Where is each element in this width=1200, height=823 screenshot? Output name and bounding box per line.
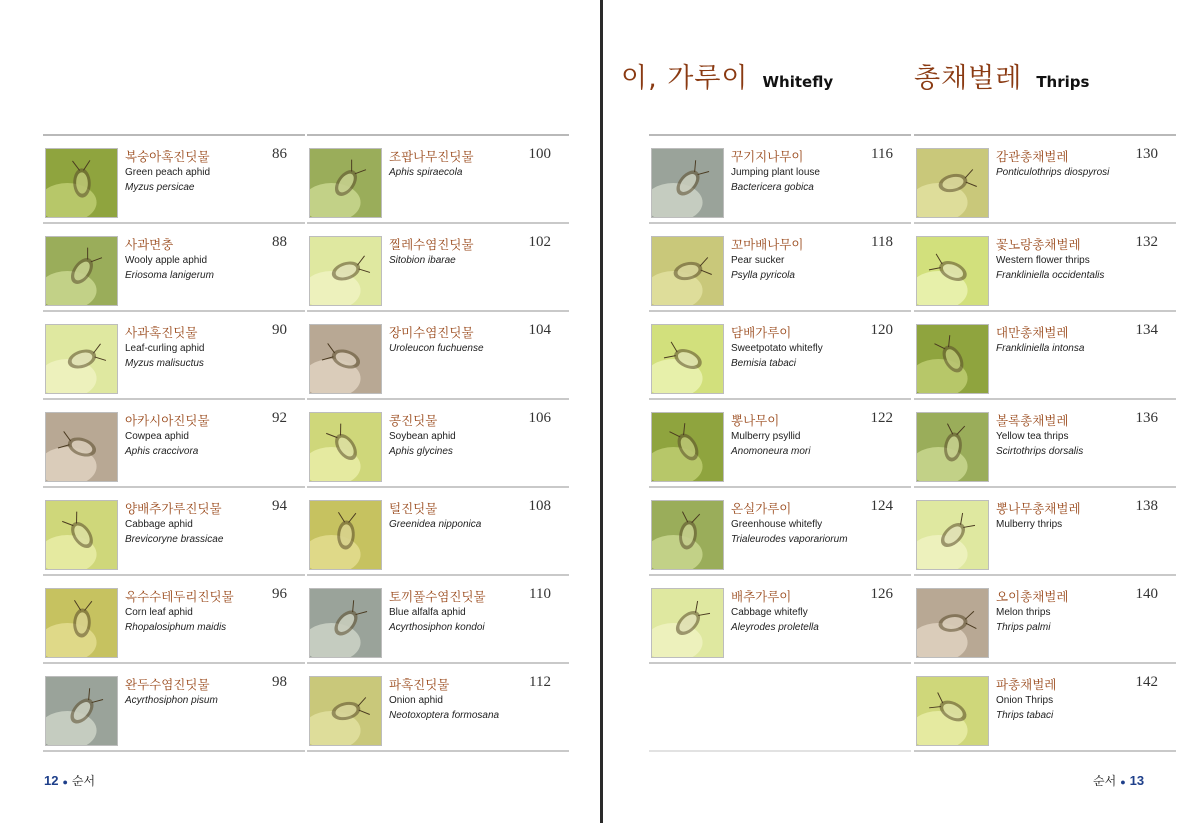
species-entry <box>914 576 1176 664</box>
english-name: Cabbage whitefly <box>731 607 808 618</box>
species-text <box>125 588 265 635</box>
korean-name: 장미수염진딧물 <box>389 325 474 340</box>
section-title-thrips <box>914 56 1089 95</box>
species-text <box>996 324 1136 356</box>
korean-name: 꾸기지나무이 <box>731 149 804 164</box>
scientific-name: Frankliniella intonsa <box>996 343 1085 354</box>
species-text <box>389 500 529 532</box>
korean-name: 복숭아혹진딧물 <box>125 149 210 164</box>
english-name: Greenhouse whitefly <box>731 519 823 530</box>
scientific-name: Thrips tabaci <box>996 710 1054 721</box>
scientific-name: Sitobion ibarae <box>389 255 456 266</box>
english-name: Yellow tea thrips <box>996 431 1069 442</box>
species-entry <box>43 488 305 576</box>
species-entry <box>649 488 911 576</box>
species-entry <box>307 136 569 224</box>
left-folio <box>44 772 95 789</box>
folio-label: 순서 <box>71 774 96 788</box>
page-ref[interactable]: 142 <box>1135 674 1158 690</box>
scientific-name: Myzus persicae <box>125 182 195 193</box>
english-name: Corn leaf aphid <box>125 607 193 618</box>
page-number: 12 <box>44 773 59 788</box>
page-ref[interactable]: 118 <box>871 234 893 250</box>
page-ref[interactable]: 134 <box>1135 322 1158 338</box>
english-name: Onion Thrips <box>996 695 1054 706</box>
right-page <box>603 0 1200 823</box>
species-entry <box>307 400 569 488</box>
species-text <box>125 500 265 547</box>
korean-name: 털진딧물 <box>389 501 438 516</box>
species-photo <box>45 236 118 306</box>
folio-label: 순서 <box>1093 774 1117 788</box>
scientific-name: Uroleucon fuchuense <box>389 343 484 354</box>
species-text <box>125 676 265 708</box>
scientific-name: Bactericera gobica <box>731 182 814 193</box>
scientific-name: Aphis glycines <box>389 446 453 457</box>
page-ref[interactable]: 140 <box>1135 586 1158 602</box>
english-name: Soybean aphid <box>389 431 456 442</box>
species-text <box>996 148 1136 180</box>
species-text <box>731 236 871 283</box>
species-entry <box>43 576 305 664</box>
page-ref[interactable]: 106 <box>528 410 551 426</box>
species-text <box>731 588 871 635</box>
species-entry <box>914 400 1176 488</box>
species-entry <box>649 136 911 224</box>
species-photo <box>309 236 382 306</box>
page-ref[interactable]: 98 <box>272 674 287 690</box>
scientific-name: Scirtothrips dorsalis <box>996 446 1084 457</box>
scientific-name: Thrips palmi <box>996 622 1051 633</box>
korean-name: 옥수수테두리진딧물 <box>125 589 234 604</box>
species-photo <box>916 500 989 570</box>
species-entry <box>43 224 305 312</box>
species-entry <box>649 400 911 488</box>
english-name: Onion aphid <box>389 695 443 706</box>
species-photo <box>651 324 724 394</box>
scientific-name: Aleyrodes proletella <box>731 622 819 633</box>
page-ref[interactable]: 92 <box>272 410 287 426</box>
korean-name: 꼬마배나무이 <box>731 237 804 252</box>
species-entry <box>43 136 305 224</box>
species-text <box>731 500 871 547</box>
species-entry <box>649 576 911 664</box>
section-title-korean: 이, 가루이 <box>621 63 749 94</box>
korean-name: 완두수염진딧물 <box>125 677 210 692</box>
species-photo <box>45 148 118 218</box>
korean-name: 토끼풀수염진딧물 <box>389 589 486 604</box>
species-text <box>125 324 265 371</box>
korean-name: 꽃노랑총채벌레 <box>996 237 1081 252</box>
korean-name: 볼록총채벌레 <box>996 413 1069 428</box>
species-entry <box>914 488 1176 576</box>
scientific-name: Bemisia tabaci <box>731 358 797 369</box>
page-ref[interactable]: 122 <box>870 410 893 426</box>
korean-name: 사과혹진딧물 <box>125 325 198 340</box>
page-ref[interactable]: 136 <box>1135 410 1158 426</box>
species-text <box>731 148 871 195</box>
species-photo <box>916 676 989 746</box>
species-text <box>125 148 265 195</box>
page-ref[interactable]: 126 <box>870 586 893 602</box>
species-photo <box>651 588 724 658</box>
english-name: Wooly apple aphid <box>125 255 208 266</box>
english-name: Mulberry thrips <box>996 519 1063 530</box>
korean-name: 콩진딧물 <box>389 413 438 428</box>
species-text <box>389 588 529 635</box>
english-name: Jumping plant louse <box>731 167 820 178</box>
page-ref[interactable]: 110 <box>529 586 551 602</box>
bullet: ● <box>62 777 68 787</box>
korean-name: 양배추가루진딧물 <box>125 501 222 516</box>
english-name: Leaf-curling aphid <box>125 343 205 354</box>
english-name: Western flower thrips <box>996 255 1090 266</box>
species-text <box>731 324 871 371</box>
species-text <box>389 676 529 723</box>
species-text <box>996 676 1136 723</box>
species-photo <box>916 588 989 658</box>
species-photo <box>309 412 382 482</box>
korean-name: 사과면충 <box>125 237 174 252</box>
species-photo <box>45 588 118 658</box>
english-name: Mulberry psyllid <box>731 431 801 442</box>
page-ref[interactable]: 104 <box>528 322 551 338</box>
scientific-name: Eriosoma lanigerum <box>125 270 214 281</box>
species-text <box>125 236 265 283</box>
species-text <box>125 412 265 459</box>
species-photo <box>309 588 382 658</box>
species-entry <box>307 224 569 312</box>
species-photo <box>309 500 382 570</box>
species-photo <box>309 676 382 746</box>
english-name: Melon thrips <box>996 607 1051 618</box>
korean-name: 파총채벌레 <box>996 677 1057 692</box>
species-photo <box>916 324 989 394</box>
scientific-name: Aphis craccivora <box>125 446 199 457</box>
english-name: Cowpea aphid <box>125 431 189 442</box>
bullet: ● <box>1120 777 1126 787</box>
page-ref[interactable]: 90 <box>272 322 287 338</box>
species-text <box>731 412 871 459</box>
right-column-2 <box>914 134 1176 752</box>
scientific-name: Frankliniella occidentalis <box>996 270 1105 281</box>
page-ref[interactable]: 102 <box>528 234 551 250</box>
species-entry <box>649 312 911 400</box>
scientific-name: Acyrthosiphon pisum <box>125 695 218 706</box>
page-ref[interactable]: 132 <box>1135 234 1158 250</box>
species-entry <box>43 664 305 752</box>
species-text <box>389 412 529 459</box>
species-photo <box>651 236 724 306</box>
scientific-name: Ponticulothrips diospyrosi <box>996 167 1110 178</box>
korean-name: 배추가루이 <box>731 589 792 604</box>
page-ref[interactable]: 120 <box>870 322 893 338</box>
scientific-name: Anomoneura mori <box>731 446 811 457</box>
scientific-name: Greenidea nipponica <box>389 519 482 530</box>
scientific-name: Myzus malisuctus <box>125 358 204 369</box>
species-entry <box>307 488 569 576</box>
korean-name: 아카시아진딧물 <box>125 413 210 428</box>
species-photo <box>916 148 989 218</box>
species-photo <box>45 676 118 746</box>
species-photo <box>45 500 118 570</box>
korean-name: 담배가루이 <box>731 325 792 340</box>
species-entry <box>307 312 569 400</box>
scientific-name: Rhopalosiphum maidis <box>125 622 227 633</box>
species-entry <box>914 224 1176 312</box>
species-entry <box>307 576 569 664</box>
species-photo <box>45 412 118 482</box>
species-text <box>389 324 529 356</box>
english-name: Cabbage aphid <box>125 519 193 530</box>
scientific-name: Acyrthosiphon kondoi <box>389 622 485 633</box>
species-entry <box>914 664 1176 752</box>
korean-name: 찔레수염진딧물 <box>389 237 474 252</box>
page-ref[interactable]: 112 <box>529 674 551 690</box>
species-entry <box>43 400 305 488</box>
scientific-name: Brevicoryne brassicae <box>125 534 224 545</box>
species-photo <box>916 236 989 306</box>
species-photo <box>651 148 724 218</box>
page-ref[interactable]: 86 <box>272 146 287 162</box>
scientific-name: Neotoxoptera formosana <box>389 710 500 721</box>
left-column-1 <box>43 134 305 752</box>
species-text <box>389 236 529 268</box>
page-number: 13 <box>1129 773 1145 788</box>
section-title-whitefly <box>621 56 833 95</box>
korean-name: 대만총채벌레 <box>996 325 1069 340</box>
page-ref[interactable]: 96 <box>272 586 287 602</box>
species-photo <box>309 148 382 218</box>
page-ref[interactable]: 130 <box>1135 146 1158 162</box>
species-entry <box>307 664 569 752</box>
english-name: Pear sucker <box>731 255 785 266</box>
page-ref[interactable]: 124 <box>870 498 893 514</box>
species-entry <box>43 312 305 400</box>
species-photo <box>45 324 118 394</box>
species-entry <box>649 224 911 312</box>
species-text <box>389 148 529 180</box>
species-entry <box>914 136 1176 224</box>
page-ref[interactable]: 138 <box>1135 498 1158 514</box>
empty-row <box>649 664 911 752</box>
page-ref[interactable]: 94 <box>272 498 287 514</box>
section-title-english: Thrips <box>1036 73 1090 91</box>
scientific-name: Psylla pyricola <box>731 270 795 281</box>
korean-name: 파혹진딧물 <box>389 677 450 692</box>
right-column-1 <box>649 134 911 752</box>
page-ref[interactable]: 100 <box>528 146 551 162</box>
species-text <box>996 500 1136 532</box>
species-photo <box>651 412 724 482</box>
english-name: Green peach aphid <box>125 167 211 178</box>
species-text <box>996 236 1136 283</box>
left-column-2 <box>307 134 569 752</box>
english-name: Blue alfalfa aphid <box>389 607 466 618</box>
page-ref[interactable]: 116 <box>871 146 893 162</box>
species-text <box>996 412 1136 459</box>
section-title-english: Whitefly <box>762 73 834 91</box>
right-folio <box>1093 772 1144 789</box>
page-ref[interactable]: 88 <box>272 234 287 250</box>
species-photo <box>309 324 382 394</box>
page-ref[interactable]: 108 <box>528 498 551 514</box>
korean-name: 오이총채벌레 <box>996 589 1069 604</box>
species-photo <box>651 500 724 570</box>
scientific-name: Trialeurodes vaporariorum <box>731 534 848 545</box>
korean-name: 감관총채벌레 <box>996 149 1069 164</box>
korean-name: 온실가루이 <box>731 501 792 516</box>
korean-name: 조팝나무진딧물 <box>389 149 474 164</box>
english-name: Sweetpotato whitefly <box>731 343 823 354</box>
species-entry <box>914 312 1176 400</box>
species-text <box>996 588 1136 635</box>
korean-name: 뽕나무이 <box>731 413 780 428</box>
species-photo <box>916 412 989 482</box>
section-title-korean: 총채벌레 <box>914 63 1023 94</box>
korean-name: 뽕나무총채벌레 <box>996 501 1081 516</box>
scientific-name: Aphis spiraecola <box>389 167 463 178</box>
